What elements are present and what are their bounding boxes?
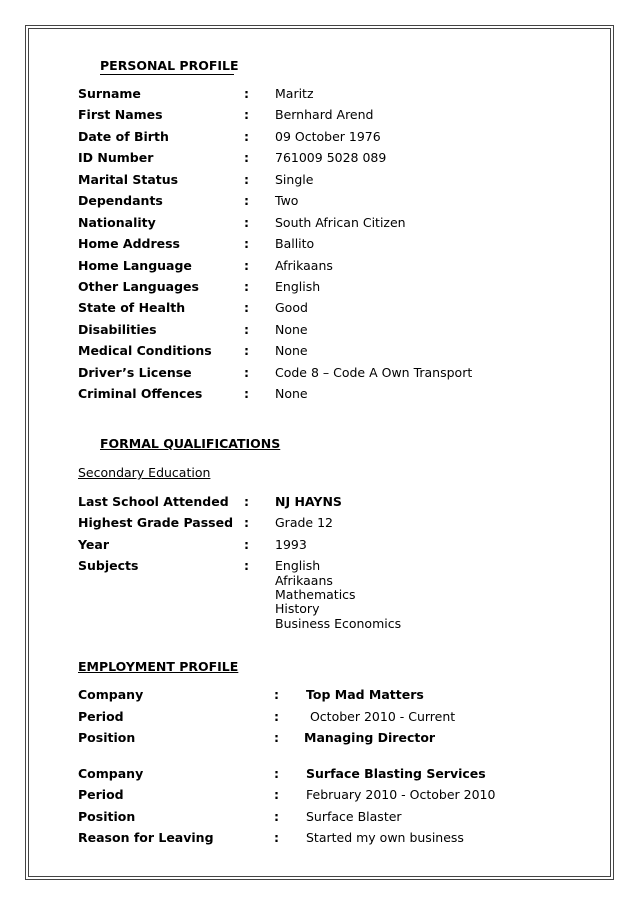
row-label: Medical Conditions bbox=[78, 343, 212, 358]
row-label: Surname bbox=[78, 86, 141, 101]
row-value: South African Citizen bbox=[275, 215, 406, 230]
secondary-education-subheading: Secondary Education bbox=[78, 465, 211, 480]
row-value: Good bbox=[275, 300, 308, 315]
row-separator: : bbox=[244, 86, 249, 101]
row-value: Single bbox=[275, 172, 314, 187]
row-label: Year bbox=[78, 537, 109, 552]
row-value: None bbox=[275, 322, 308, 337]
row-label: Last School Attended bbox=[78, 494, 229, 509]
row-value: Code 8 – Code A Own Transport bbox=[275, 365, 473, 380]
row-separator: : bbox=[244, 193, 249, 208]
row-value: English bbox=[275, 279, 321, 294]
row-separator: : bbox=[244, 107, 249, 122]
row-label: Driver’s License bbox=[78, 365, 192, 380]
row-value: Started my own business bbox=[306, 830, 464, 845]
subject-item: Mathematics bbox=[275, 587, 356, 602]
row-label: Criminal Offences bbox=[78, 386, 203, 401]
row-separator: : bbox=[244, 172, 249, 187]
row-separator: : bbox=[244, 515, 249, 530]
row-value: February 2010 - October 2010 bbox=[306, 787, 496, 802]
qualifications-heading: FORMAL QUALIFICATIONS bbox=[100, 436, 281, 451]
row-separator: : bbox=[274, 766, 279, 781]
personal-profile-underline bbox=[100, 74, 234, 75]
subject-item: Business Economics bbox=[275, 616, 402, 631]
row-value: Managing Director bbox=[304, 730, 436, 745]
row-separator: : bbox=[244, 537, 249, 552]
row-label: Period bbox=[78, 709, 124, 724]
row-label: Dependants bbox=[78, 193, 163, 208]
row-value: Surface Blasting Services bbox=[306, 766, 486, 781]
row-separator: : bbox=[274, 687, 279, 702]
row-separator: : bbox=[244, 386, 249, 401]
row-separator: : bbox=[274, 730, 279, 745]
row-label: Subjects bbox=[78, 558, 139, 573]
row-value: Afrikaans bbox=[275, 258, 333, 273]
row-label: Company bbox=[78, 687, 144, 702]
row-label: Date of Birth bbox=[78, 129, 169, 144]
row-separator: : bbox=[274, 787, 279, 802]
row-label: Company bbox=[78, 766, 144, 781]
row-separator: : bbox=[244, 236, 249, 251]
row-separator: : bbox=[244, 494, 249, 509]
row-value: October 2010 - Current bbox=[306, 709, 456, 724]
row-label: Home Address bbox=[78, 236, 180, 251]
row-value: Top Mad Matters bbox=[306, 687, 424, 702]
row-value: Surface Blaster bbox=[306, 809, 402, 824]
row-separator: : bbox=[244, 129, 249, 144]
row-value: 1993 bbox=[275, 537, 307, 552]
row-value: NJ HAYNS bbox=[275, 494, 342, 509]
row-separator: : bbox=[244, 322, 249, 337]
row-separator: : bbox=[244, 300, 249, 315]
row-separator: : bbox=[244, 558, 249, 573]
row-value: None bbox=[275, 386, 308, 401]
row-separator: : bbox=[244, 343, 249, 358]
row-separator: : bbox=[244, 365, 249, 380]
row-label: Position bbox=[78, 809, 136, 824]
row-label: Nationality bbox=[78, 215, 156, 230]
row-separator: : bbox=[274, 809, 279, 824]
personal-profile-heading: PERSONAL PROFILE bbox=[100, 58, 239, 73]
row-separator: : bbox=[274, 709, 279, 724]
row-label: Position bbox=[78, 730, 136, 745]
row-label: First Names bbox=[78, 107, 163, 122]
subject-item: History bbox=[275, 601, 320, 616]
row-value: None bbox=[275, 343, 308, 358]
row-label: Disabilities bbox=[78, 322, 157, 337]
employment-heading: EMPLOYMENT PROFILE bbox=[78, 659, 239, 674]
row-label: State of Health bbox=[78, 300, 186, 315]
row-label: Period bbox=[78, 787, 124, 802]
row-value: Bernhard Arend bbox=[275, 107, 374, 122]
row-value: Ballito bbox=[275, 236, 315, 251]
row-value: 761009 5028 089 bbox=[275, 150, 387, 165]
subject-item: Afrikaans bbox=[275, 573, 333, 588]
row-separator: : bbox=[244, 279, 249, 294]
row-value: Maritz bbox=[275, 86, 314, 101]
row-separator: : bbox=[244, 215, 249, 230]
row-label: Marital Status bbox=[78, 172, 179, 187]
row-value: Grade 12 bbox=[275, 515, 333, 530]
row-separator: : bbox=[274, 830, 279, 845]
row-label: ID Number bbox=[78, 150, 154, 165]
row-value: 09 October 1976 bbox=[275, 129, 381, 144]
row-value: English bbox=[275, 558, 321, 573]
row-label: Other Languages bbox=[78, 279, 199, 294]
row-value: Two bbox=[275, 193, 299, 208]
row-label: Home Language bbox=[78, 258, 192, 273]
row-label: Highest Grade Passed bbox=[78, 515, 234, 530]
row-label: Reason for Leaving bbox=[78, 830, 214, 845]
row-separator: : bbox=[244, 150, 249, 165]
row-separator: : bbox=[244, 258, 249, 273]
